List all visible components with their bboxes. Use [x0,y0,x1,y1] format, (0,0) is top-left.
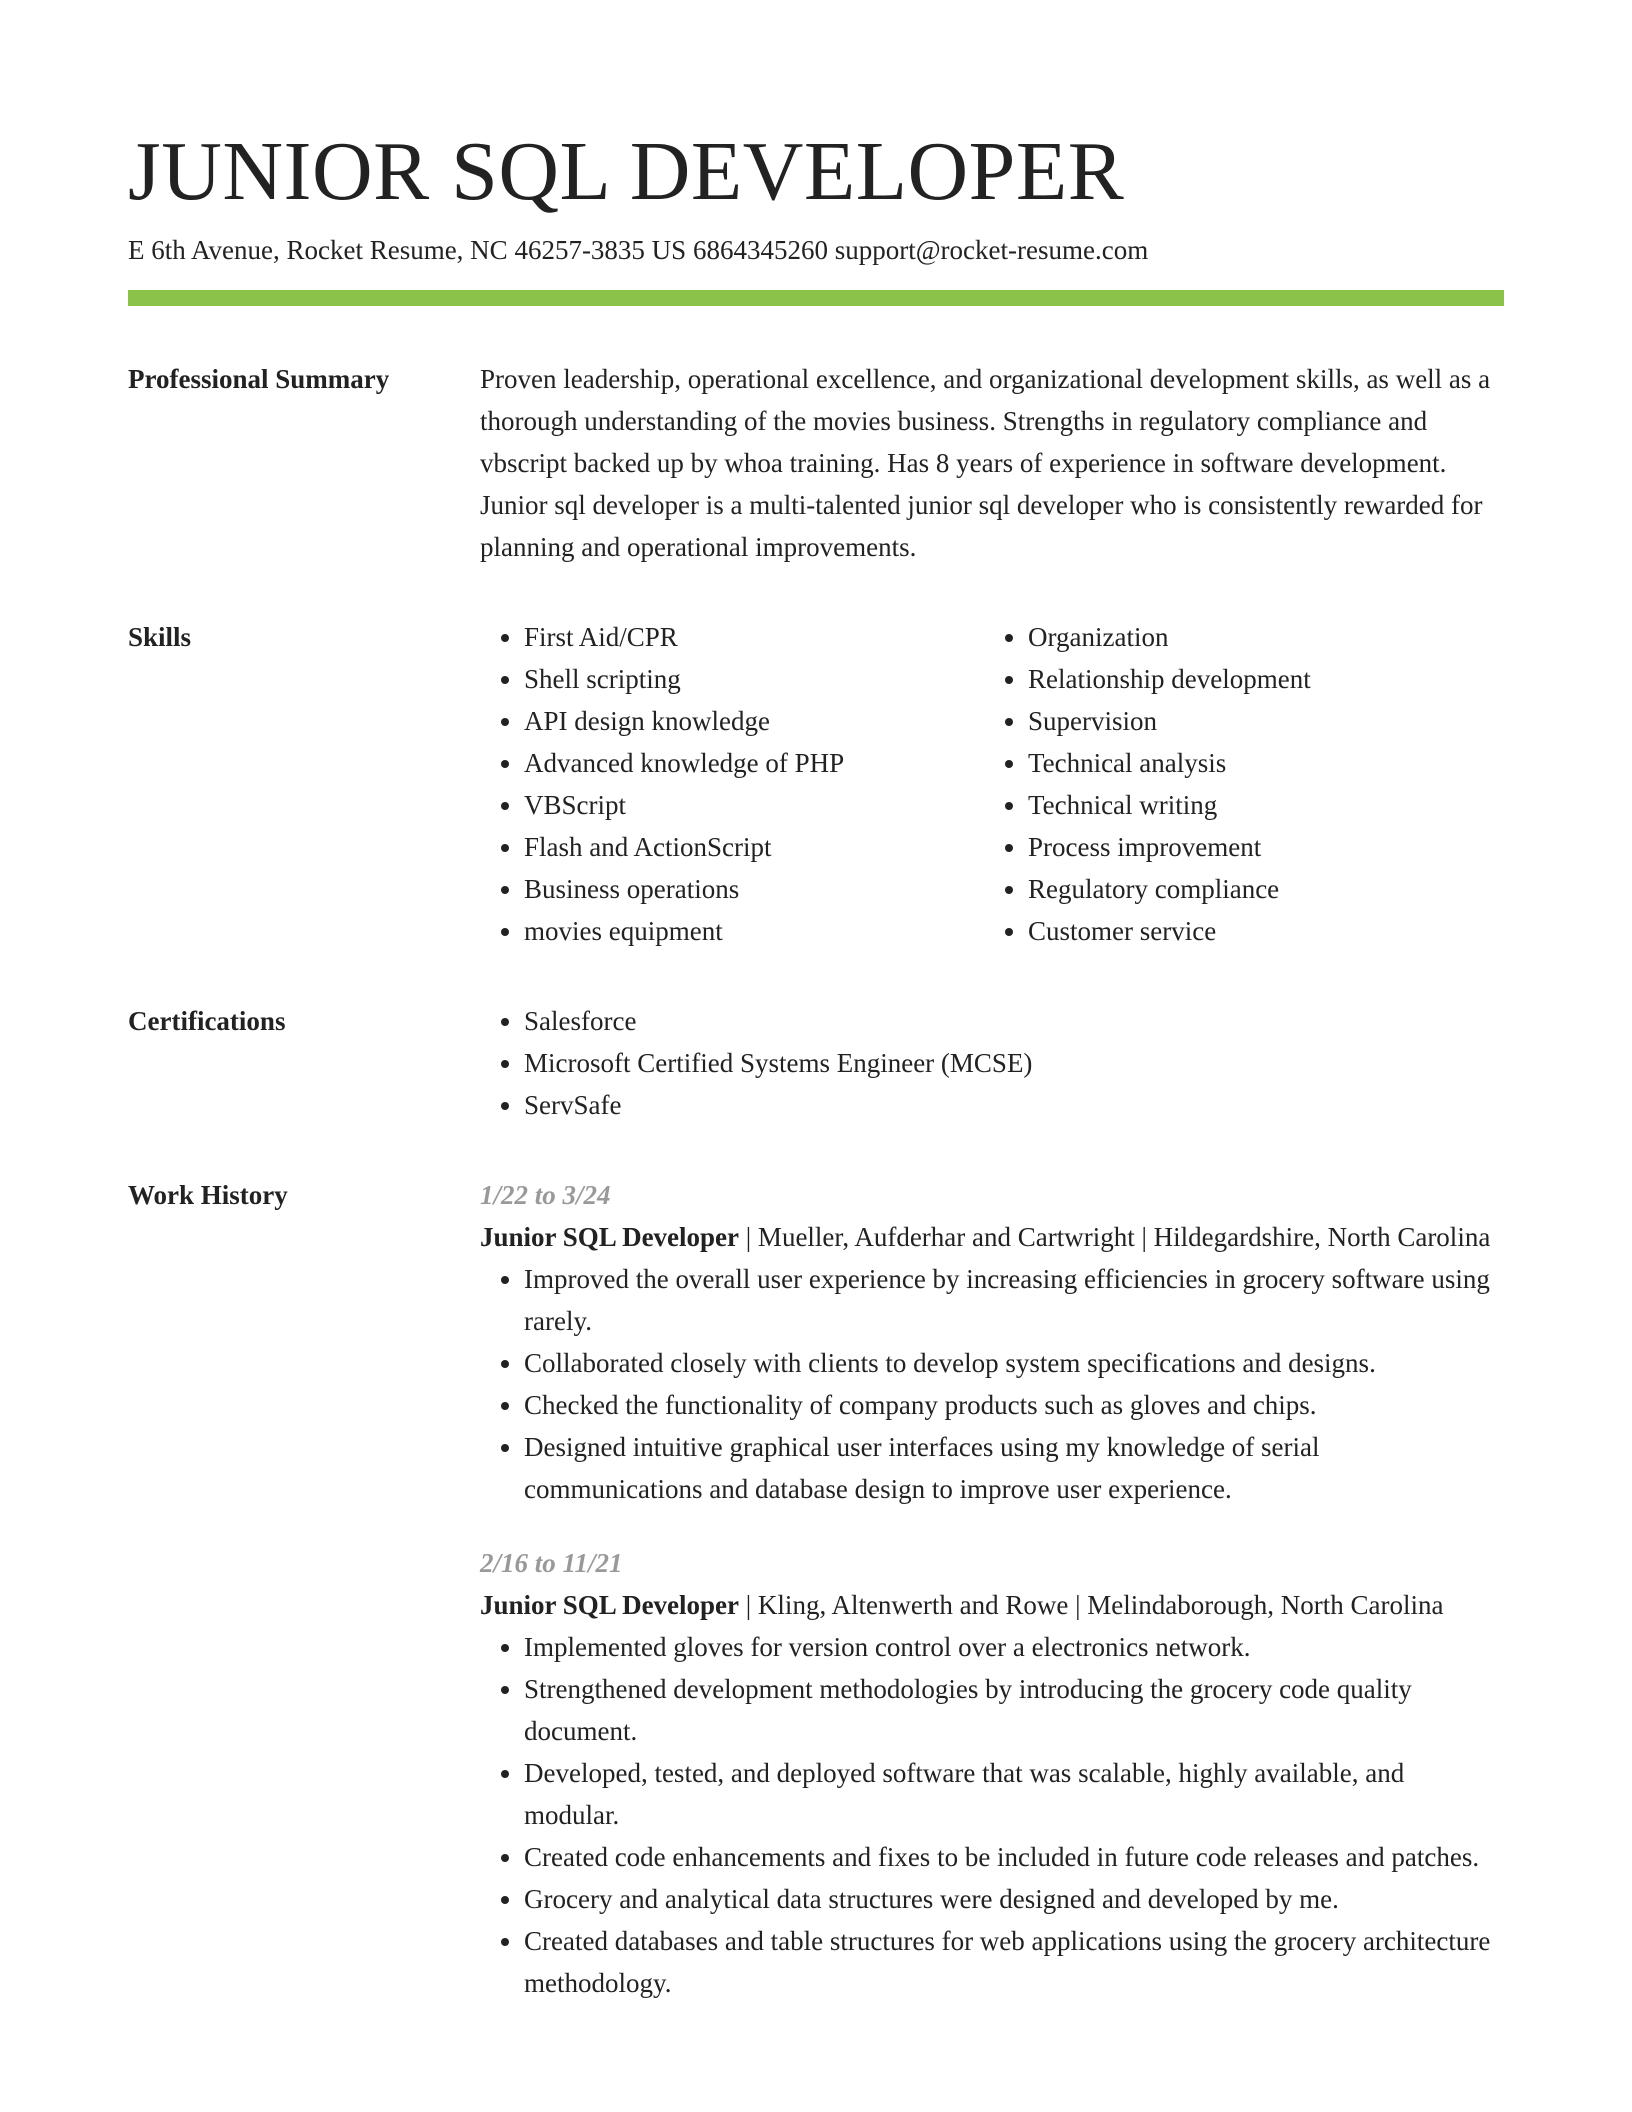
skills-column-left [480,616,984,952]
header-divider [128,290,1504,306]
job-entry [480,1174,1504,1510]
skill-item: • Process improvement [1028,826,1488,868]
job-entry [480,1542,1504,2004]
skill-item: • Flash and ActionScript [524,826,984,868]
job-bullet: • Created code enhancements and fixes to be included in future code releases and patches. [524,1836,1504,1878]
skill-item: • Customer service [1028,910,1488,952]
certifications-section [128,1000,1504,1126]
skills-list-left [480,616,984,952]
candidate-name: JUNIOR SQL DEVELOPER [128,125,1125,218]
contact-line: E 6th Avenue, Rocket Resume, NC 46257-3835 US 6864345260 support@rocket-resume.com [128,235,1149,265]
summary-heading: Professional Summary [128,364,390,394]
skill-item: • API design knowledge [524,700,984,742]
job-role: Junior SQL Developer [480,1590,740,1620]
job-bullet: • Improved the overall user experience by increasing efficiencies in grocery software using rarely. [524,1258,1504,1342]
job-bullet: • Developed, tested, and deployed software that was scalable, highly available, and modular. [524,1752,1504,1836]
job-company-location: | Kling, Altenwerth and Rowe | Melindaborough, North Carolina [739,1590,1444,1620]
job-bullets [480,1626,1504,2004]
skill-item: • First Aid/CPR [524,616,984,658]
skill-item: • Technical writing [1028,784,1488,826]
job-bullet: • Grocery and analytical data structures were designed and developed by me. [524,1878,1504,1920]
skill-item: • VBScript [524,784,984,826]
job-bullet: • Strengthened development methodologies by introducing the grocery code quality document. [524,1668,1504,1752]
skill-item: • Technical analysis [1028,742,1488,784]
summary-text: Proven leadership, operational excellence, and organizational development skills, as well as a thorough understanding of the movies business. Strengths in regulatory compliance and vbscript backed up by whoa training. Has 8 years of experience in software development. Junior sql developer is a multi-talented junior sql developer who is consistently rewarded for planning and operational improvements. [480,364,1491,562]
job-dates: 2/16 to 11/21 [480,1548,623,1578]
skill-item: • Organization [1028,616,1488,658]
job-bullet: • Collaborated closely with clients to develop system specifications and designs. [524,1342,1504,1384]
certifications-list [480,1000,1504,1126]
skills-list-right [984,616,1488,952]
skill-item: • Advanced knowledge of PHP [524,742,984,784]
job-role: Junior SQL Developer [480,1222,740,1252]
job-title-line [480,1584,1504,1626]
job-dates: 1/22 to 3/24 [480,1180,611,1210]
work-history-body [480,1174,1504,2004]
skill-item: • Business operations [524,868,984,910]
certification-item: • ServSafe [524,1084,1504,1126]
certification-item: • Salesforce [524,1000,1504,1042]
certifications-body [480,1000,1504,1126]
work-history-heading: Work History [128,1180,288,1210]
summary-section [128,358,1504,568]
skill-item: • Supervision [1028,700,1488,742]
certifications-heading: Certifications [128,1006,286,1036]
job-bullets [480,1258,1504,1510]
job-company-location: | Mueller, Aufderhar and Cartwright | Hildegardshire, North Carolina [739,1222,1491,1252]
certification-item: • Microsoft Certified Systems Engineer (MCSE) [524,1042,1504,1084]
skill-item: • Shell scripting [524,658,984,700]
job-bullet: • Checked the functionality of company products such as gloves and chips. [524,1384,1504,1426]
job-bullet: • Designed intuitive graphical user interfaces using my knowledge of serial communications and database design to improve user experience. [524,1426,1504,1510]
job-title-line [480,1216,1504,1258]
job-bullet: • Created databases and table structures for web applications using the grocery architecture methodology. [524,1920,1504,2004]
skills-heading: Skills [128,622,192,652]
skill-item: • movies equipment [524,910,984,952]
skills-column-right [984,616,1488,952]
work-history-section [128,1174,1504,2004]
skills-section [128,616,1504,952]
skill-item: • Relationship development [1028,658,1488,700]
skill-item: • Regulatory compliance [1028,868,1488,910]
skills-columns [480,616,1504,952]
job-bullet: • Implemented gloves for version control over a electronics network. [524,1626,1504,1668]
